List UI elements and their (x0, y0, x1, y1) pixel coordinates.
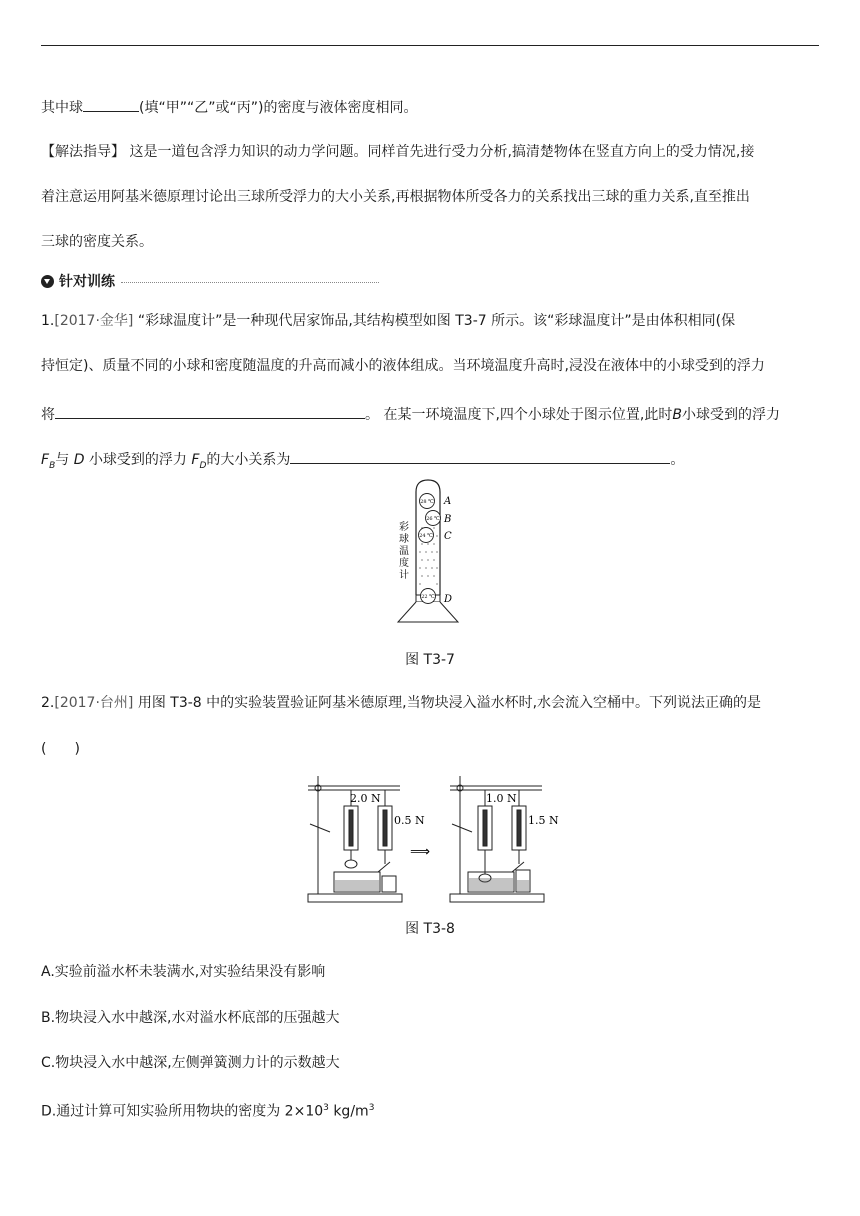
svg-text:24 ℃: 24 ℃ (419, 533, 433, 539)
triangle-bullet-icon (41, 275, 54, 288)
svg-text:1.5 N: 1.5 N (528, 814, 559, 827)
svg-text:A: A (444, 496, 452, 507)
svg-text:26 ℃: 26 ℃ (426, 516, 440, 522)
guide-line-1: 【解法指导】 这是一道包含浮力知识的动力学问题。同样首先进行受力分析,搞清楚物体在竖直方向上的受力情况,接 (41, 144, 755, 160)
figure-caption-t3-7: 图 T3-7 (405, 652, 455, 668)
q1-line-2: 持恒定)、质量不同的小球和密度随温度的升高而减小的液体组成。当环境温度升高时,浸没在液体中的小球受到的浮力 (41, 358, 765, 374)
svg-text:彩: 彩 (399, 522, 409, 533)
svg-text:B: B (444, 514, 452, 525)
section-title: 针对训练 (59, 274, 115, 290)
dotted-leader (121, 282, 379, 283)
q2-line-1: 2.[2017·台州] 用图 T3-8 中的实验装置验证阿基米德原理,当物块浸入溢水杯时,水会流入空桶中。下列说法正确的是 (41, 695, 762, 711)
svg-text:1.0 N: 1.0 N (486, 792, 517, 805)
svg-text:度: 度 (399, 558, 409, 569)
q2-line-2: ( ) (41, 741, 80, 757)
q2-option-a[interactable]: A.实验前溢水杯未装满水,对实验结果没有影响 (41, 964, 326, 980)
q1-line-4: $F_B$与 D 小球受到的浮力 $F_D$的大小关系为 。 (41, 447, 831, 476)
guide-line-2: 着注意运用阿基米德原理讨论出三球所受浮力的大小关系,再根据物体所受各力的关系找出三球的重力关系,直至推出 (41, 189, 750, 205)
q2-option-b[interactable]: B.物块浸入水中越深,水对溢水杯底部的压强越大 (41, 1010, 340, 1026)
q2-option-c[interactable]: C.物块浸入水中越深,左侧弹簧测力计的示数越大 (41, 1055, 340, 1071)
q1-line-3: 将 。 在某一环境温度下,四个小球处于图示位置,此时B小球受到的浮力 (41, 402, 831, 425)
color-ball-thermometer-figure (392, 478, 472, 630)
figure-caption-t3-8: 图 T3-8 (405, 921, 455, 937)
svg-text:2.0 N: 2.0 N (350, 792, 381, 805)
guide-line-3: 三球的密度关系。 (41, 234, 153, 250)
svg-text:C: C (444, 531, 452, 542)
archimedes-experiment-figure (300, 766, 562, 908)
svg-text:0.5 N: 0.5 N (394, 814, 425, 827)
svg-text:22 ℃: 22 ℃ (421, 594, 435, 600)
q1-line-1: 1.[2017·金华] “彩球温度计”是一种现代居家饰品,其结构模型如图 T3-7 所示。该“彩球温度计”是由体积相同(保 (41, 313, 736, 329)
svg-text:温: 温 (399, 546, 409, 557)
svg-text:28 ℃: 28 ℃ (420, 499, 434, 505)
svg-text:球: 球 (399, 534, 409, 545)
section-header (41, 271, 379, 291)
arrow-right-icon: ⟹ (410, 844, 431, 860)
answer-blank[interactable] (83, 95, 139, 112)
q2-option-d[interactable]: D.通过计算可知实验所用物块的密度为 $2\times 10^3$ $kg/m^3$ (41, 1103, 375, 1120)
answer-blank[interactable] (290, 447, 670, 464)
svg-text:计: 计 (399, 570, 409, 581)
intro-line: 其中球 (填“甲”“乙”或“丙”)的密度与液体密度相同。 (41, 95, 831, 118)
answer-blank[interactable] (55, 402, 365, 419)
svg-text:D: D (444, 594, 453, 605)
header-rule (41, 45, 819, 46)
